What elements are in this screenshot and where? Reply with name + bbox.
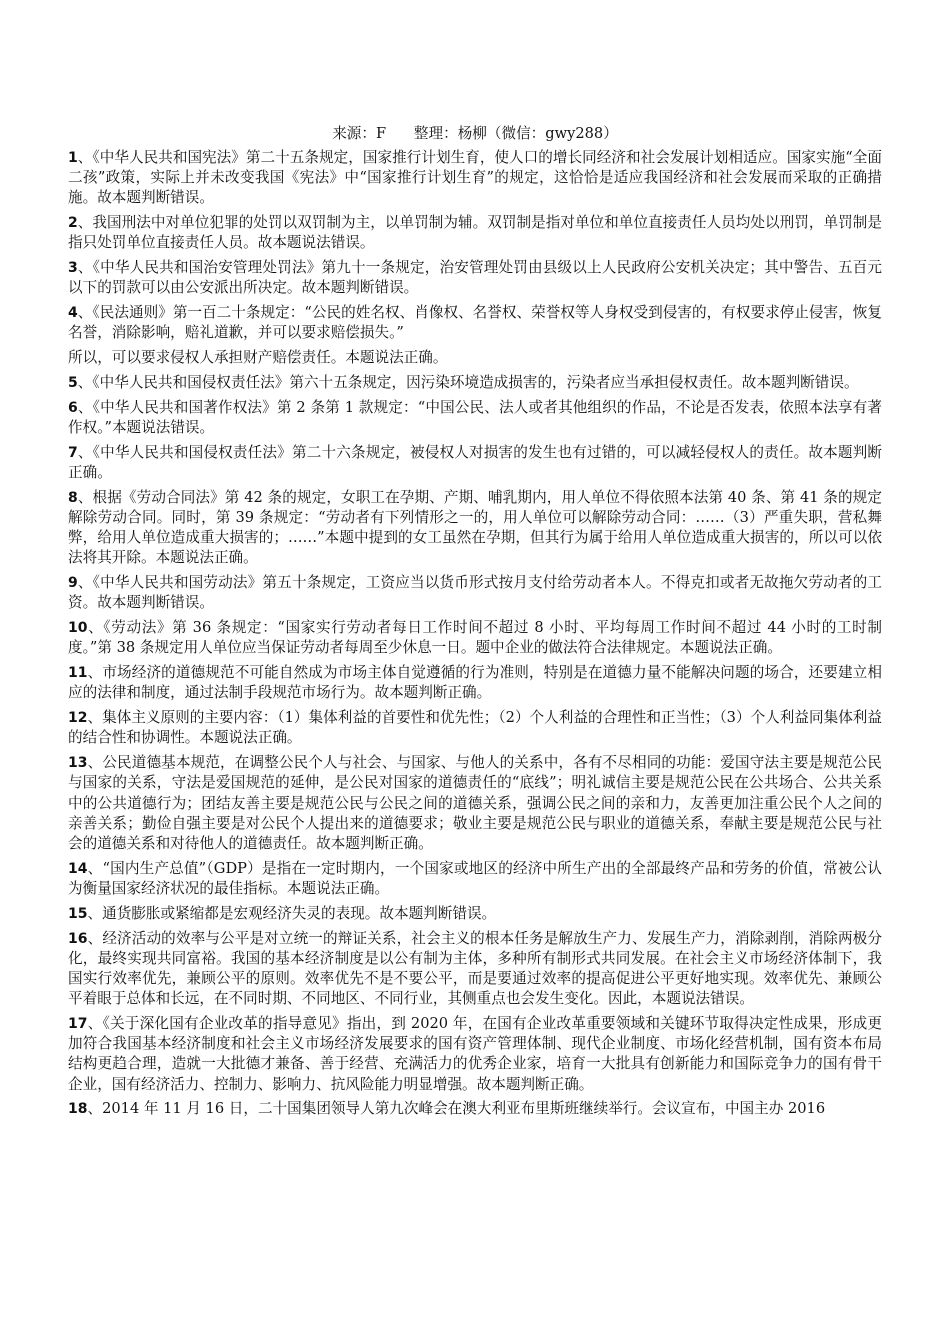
item-text: 根据《劳动合同法》第 42 条的规定，女职工在孕期、产期、哺乳期内，用人单位不得依照本法第 40 条、第 41 条的规定解除劳动合同。同时，第 39 条规定：“劳动者有下列情形之一的，用人单位可以解除劳动合同：……（3）严重失职，营私舞弊，给用人单位造成重大损害的；……”本题中提到的女工虽然在孕期，但其行为属于给用人单位造成重大损害的，所以可以依法将其开除。本题说法正确。 <box>68 488 882 567</box>
answer-item <box>68 929 882 1010</box>
item-number: 9 <box>68 575 78 592</box>
item-number: 4 <box>68 305 78 322</box>
item-number: 11 <box>68 665 88 682</box>
item-separator: 、 <box>77 488 93 506</box>
item-text: 公民道德基本规范，在调整公民个人与社会、与国家、与他人的关系中，各有不尽相同的功能：爱国守法主要是规范公民与国家的关系，守法是爱国规范的延伸，是公民对国家的道德责任的“底线”；明礼诚信主要是规范公民在公共场合、公共关系中的公共道德行为；团结友善主要是规范公民与公民之间的道德关系，强调公民之间的亲和力，友善更加注重公民个人之间的亲善关系；勤俭自强主要是对公民个人提出来的道德要求；敬业主要是规范公民与职业的道德关系，奉献主要是规范公民与社会的道德关系和对待他人的道德责任。故本题判断正确。 <box>68 754 882 853</box>
item-number: 7 <box>68 444 78 461</box>
answer-item <box>68 753 882 854</box>
item-number: 12 <box>68 710 88 727</box>
item-number: 14 <box>68 860 88 877</box>
item-separator: 、 <box>77 149 93 166</box>
item-text: “国内生产总值”（GDP）是指在一定时期内，一个国家或地区的经济中所生产出的全部最终产品和劳务的价值，常被公认为衡量国家经济状况的最佳指标。本题说法正确。 <box>68 859 882 898</box>
item-text: 《劳动法》第 36 条规定：“国家实行劳动者每日工作时间不超过 8 小时、平均每周工作时间不超过 44 小时的工时制度。”第 38 条规定用人单位应当保证劳动者每周至少休息一日。题中企业的做法符合法律规定。本题说法正确。 <box>68 619 882 657</box>
item-text: 《中华人民共和国劳动法》第五十条规定，工资应当以货币形式按月支付给劳动者本人。不得克扣或者无故拖欠劳动者的工资。故本题判断错误。 <box>68 574 882 612</box>
answer-item <box>68 148 882 209</box>
answer-item <box>68 213 882 253</box>
answer-item <box>68 573 882 613</box>
answer-item <box>68 398 882 438</box>
item-text: 《中华人民共和国侵权责任法》第二十六条规定，被侵权人对损害的发生也有过错的，可以减轻侵权人的责任。故本题判断正确。 <box>68 443 882 481</box>
answer-item <box>68 1099 882 1119</box>
answer-item <box>68 859 882 899</box>
item-text: 《关于深化国有企业改革的指导意见》指出，到 2020 年，在国有企业改革重要领域和关键环节取得决定性成果，形成更加符合我国基本经济制度和社会主义市场经济发展要求的国有资产管理体制、现代企业制度、市场化经营机制，国有资本布局结构更趋合理，造就一大批德才兼备、善于经营、充满活力的优秀企业家，培育一大批具有创新能力和国际竞争力的国有骨干企业，国有经济活力、控制力、影响力、抗风险能力明显增强。故本题判断正确。 <box>68 1015 882 1093</box>
item-separator: 、 <box>77 304 93 322</box>
item-separator: 、 <box>87 664 103 682</box>
item-text: 所以，可以要求侵权人承担财产赔偿责任。本题说法正确。 <box>68 349 448 367</box>
item-number: 5 <box>68 375 78 391</box>
item-number: 3 <box>68 260 78 277</box>
item-number: 6 <box>68 399 78 416</box>
answer-item <box>68 258 882 298</box>
item-number: 8 <box>68 489 78 506</box>
item-text: 经济活动的效率与公平是对立统一的辩证关系，社会主义的根本任务是解放生产力、发展生产力，消除剥削，消除两极分化，最终实现共同富裕。我国的基本经济制度是以公有制为主体，多种所有制形式共同发展。在社会主义市场经济体制下，我国实行效率优先，兼顾公平的原则。效率优先不是不要公平，而是要通过效率的提高促进公平更好地实现。效率优先、兼顾公平着眼于总体和长远，在不同时期、不同地区、不同行业，其侧重点也会发生变化。因此，本题说法错误。 <box>68 929 882 1008</box>
item-number: 2 <box>68 215 78 232</box>
item-separator: 、 <box>87 619 104 637</box>
item-text: 《中华人民共和国著作权法》第 2 条第 1 款规定：“中国公民、法人或者其他组织的作品，不论是否发表，依照本法享有著作权。”本题说法错误。 <box>68 398 882 436</box>
item-text: 2014 年 11 月 16 日，二十国集团领导人第九次峰会在澳大利亚布里斯班继续举行。会议宣布，中国主办 2016 <box>102 1100 826 1118</box>
source-line: 来源：F 整理：杨柳（微信：gwy288） <box>332 125 618 142</box>
answer-item <box>68 303 882 343</box>
item-number: 15 <box>68 905 88 922</box>
answer-item <box>68 618 882 658</box>
item-separator: 、 <box>77 398 93 416</box>
item-text: 《中华人民共和国侵权责任法》第六十五条规定，因污染环境造成损害的，污染者应当承担侵权责任。故本题判断错误。 <box>92 374 859 391</box>
item-text: 我国刑法中对单位犯罪的处罚以双罚制为主，以单罚制为辅。双罚制是指对单位和单位直接责任人员均处以刑罚，单罚制是指只处罚单位直接责任人员。故本题说法错误。 <box>68 214 882 252</box>
item-number: 17 <box>68 1016 88 1033</box>
item-separator: 、 <box>87 859 103 877</box>
answer-item <box>68 904 882 924</box>
item-number: 10 <box>68 620 88 637</box>
item-separator: 、 <box>87 929 103 947</box>
document-page <box>68 124 882 1124</box>
answer-continuation <box>68 348 882 368</box>
item-number: 18 <box>68 1101 88 1118</box>
item-separator: 、 <box>87 754 103 772</box>
answer-item <box>68 443 882 483</box>
item-separator: 、 <box>87 1100 103 1118</box>
item-separator: 、 <box>87 709 103 727</box>
item-text: 《民法通则》第一百二十条规定：“公民的姓名权、肖像权、名誉权、荣誉权等人身权受到侵害的，有权要求停止侵害，恢复名誉，消除影响，赔礼道歉，并可以要求赔偿损失。” <box>68 304 882 342</box>
item-number: 13 <box>68 755 88 772</box>
answer-item <box>68 1014 882 1095</box>
answer-item <box>68 708 882 748</box>
item-separator: 、 <box>87 1015 103 1033</box>
item-text: 通货膨胀或紧缩都是宏观经济失灵的表现。故本题判断错误。 <box>102 904 497 922</box>
item-separator: 、 <box>77 374 93 391</box>
item-separator: 、 <box>77 574 93 592</box>
answer-item <box>68 373 882 393</box>
item-separator: 、 <box>77 259 93 277</box>
item-number: 16 <box>68 930 88 947</box>
answer-list <box>68 148 882 1120</box>
answer-item <box>68 663 882 703</box>
item-text: 《中华人民共和国治安管理处罚法》第九十一条规定，治安管理处罚由县级以上人民政府公安机关决定；其中警告、五百元以下的罚款可以由公安派出所决定。故本题判断错误。 <box>68 259 882 297</box>
item-text: 集体主义原则的主要内容：（1）集体利益的首要性和优先性；（2）个人利益的合理性和正当性；（3）个人利益同集体利益的结合性和协调性。本题说法正确。 <box>68 709 882 747</box>
item-separator: 、 <box>87 904 103 922</box>
item-text: 市场经济的道德规范不可能自然成为市场主体自觉遵循的行为准则，特别是在道德力量不能解决问题的场合，还要建立相应的法律和制度，通过法制手段规范市场行为。故本题判断正确。 <box>68 664 882 702</box>
item-text: 《中华人民共和国宪法》第二十五条规定，国家推行计划生育，使人口的增长同经济和社会发展计划相适应。国家实施“全面二孩”政策，实际上并未改变我国《宪法》中“国家推行计划生育”的规定，这恰恰是适应我国经济和社会发展而采取的正确措施。故本题判断错误。 <box>68 149 882 207</box>
item-separator: 、 <box>77 214 93 232</box>
item-number: 1 <box>68 150 78 166</box>
answer-item <box>68 488 882 569</box>
item-separator: 、 <box>77 443 93 461</box>
